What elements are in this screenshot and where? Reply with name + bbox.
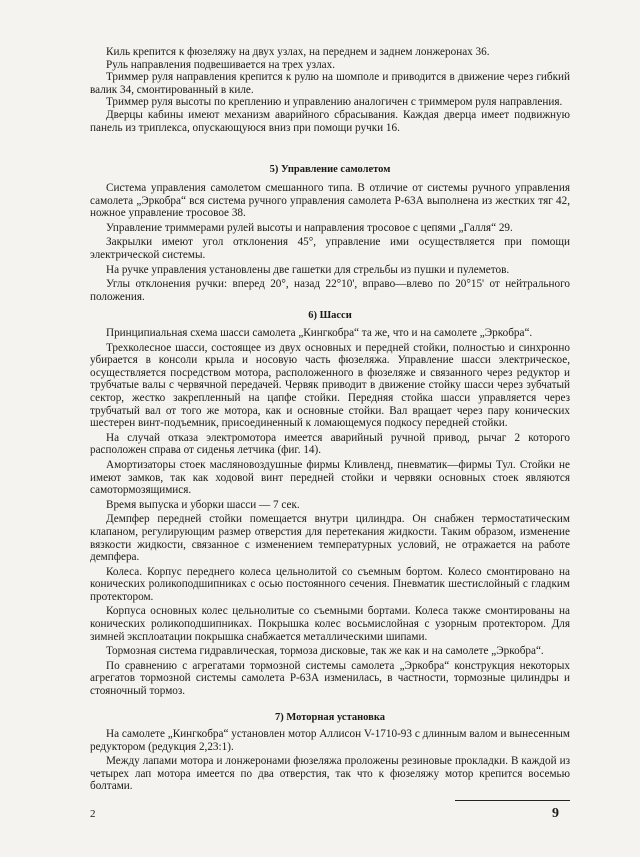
paragraph: Корпуса основных колес цельнолитые со съемными бортами. Колеса также смонтированы на конических роликоподшипниках. Покрышка колес восьмислойная с узорным протектором. Для зимней эксплоатации покрышка снабжается металлическими шипами. [90,605,570,643]
section-control-body [90,182,570,303]
section-gear-body [90,327,570,698]
section-engine [90,712,570,723]
paragraph: Время выпуска и уборки шасси — 7 сек. [106,498,300,511]
paragraph: Руль направления подвешивается на трех узлах. [106,58,336,71]
section-heading: 7) Моторная установка [275,712,385,723]
footer-left-number: 2 [90,808,96,820]
intro-block [90,46,570,134]
section-engine-body [90,728,570,793]
paragraph: Углы отклонения ручки: вперед 20°, назад 22°10', вправо—влево по 20°15' от нейтрального положения. [90,278,570,303]
footer-rule [455,800,570,801]
paragraph: Амортизаторы стоек масляновоздушные фирмы Кливленд, пневматик—фирмы Тул. Стойки не имеют замков, так как ходовой винт передней стойки и червяки основных стоек являются самотормозящимися. [90,458,570,497]
paragraph: По сравнению с агрегатами тормозной системы самолета „Эркобра“ конструкция некоторых агрегатов тормозной системы самолета Р-63А изменилась, в частности, тормозные цилиндры и стояночный тормоз. [90,659,570,698]
paragraph: Дверцы кабины имеют механизм аварийного сбрасывания. Каждая дверца имеет подвижную панель из триплекса, опускающуюся вниз при помощи ручки 16. [90,108,570,134]
section-control [90,164,570,175]
paragraph: Колеса. Корпус переднего колеса цельнолитой со съемным бортом. Колесо смонтировано на конических роликоподшипниках с осью постоянного сечения. Пневматик шестислойный с гладким протектором. [90,565,570,603]
paragraph: Киль крепится к фюзеляжу на двух узлах, на переднем и заднем лонжеронах 36. [106,46,490,58]
paragraph: Управление триммерами рулей высоты и направления тросовое с цепями „Галля“ 29. [106,221,513,234]
paragraph: Между лапами мотора и лонжеронами фюзеляжа проложены резиновые прокладки. В каждой из четырех лап мотора имеется по два отверстия, так что к фюзеляжу мотор крепится восемью болтами. [90,755,570,793]
paragraph: На случай отказа электромотора имеется аварийный ручной привод, рычаг 2 которого расположен справа от сиденья летчика (фиг. 14). [90,431,570,457]
paragraph: Закрылки имеют угол отклонения 45°, управление ими осуществляется при помощи электрической системы. [90,236,570,261]
section-heading: 5) Управление самолетом [269,164,391,175]
section-heading: 6) Шасси [308,310,352,321]
paragraph: Триммер руля направления крепится к рулю на шомполе и приводится в движение через гибкий валик 34, смонтированный в киле. [90,71,570,96]
page-number: 9 [552,806,559,821]
paragraph: Трехколесное шасси, состоящее из двух основных и передней стойки, полностью и синхронно убирается в консоли крыла и носовую часть фюзеляжа. Управление шасси электрическое, осуществляется посредством мотора, расположенного в фюзеляже и связанного через редуктор и трубчатые валы с червячной передачей. Червяк приводит в движение стойку шасси через зубчатый сектор, жестко закрепленный на цапфе стойки. Передняя стойка шасси управляется через трубчатый вал от того же мотора, как и основные стойки. Вал вращает через пару конических шестерен винт-подъемник, присоединенный к ломающемуся подкосу передней стойки. [90,341,570,430]
paragraph: Тормозная система гидравлическая, тормоза дисковые, так же как и на самолете „Эркобра“. [106,645,544,658]
paragraph: На самолете „Кингкобра“ установлен мотор Аллисон V-1710-93 с длинным валом и вынесенным редуктором (редукция 2,23:1). [90,728,570,753]
paragraph: Система управления самолетом смешанного типа. В отличие от системы ручного управления самолета „Эркобра“ вся система ручного управления самолета Р-63А выполнена из жестких тяг 42, ножное управление тросовое 38. [90,182,570,220]
paragraph: Принципиальная схема шасси самолета „Кингкобра“ та же, что и на самолете „Эркобра“. [106,327,533,339]
section-gear [90,310,570,321]
paragraph: Демпфер передней стойки помещается внутри цилиндра. Он снабжен термостатическим клапаном, регулирующим размер отверстия для перетекания жидкости. Таким образом, изменение вязкости жидкости, связанное с изменением температурных условий, не отражается на работе демпфера. [90,513,570,564]
paragraph: Триммер руля высоты по креплению и управлению аналогичен с триммером руля направления. [106,96,563,109]
paragraph: На ручке управления установлены две гашетки для стрельбы из пушки и пулеметов. [106,263,510,276]
